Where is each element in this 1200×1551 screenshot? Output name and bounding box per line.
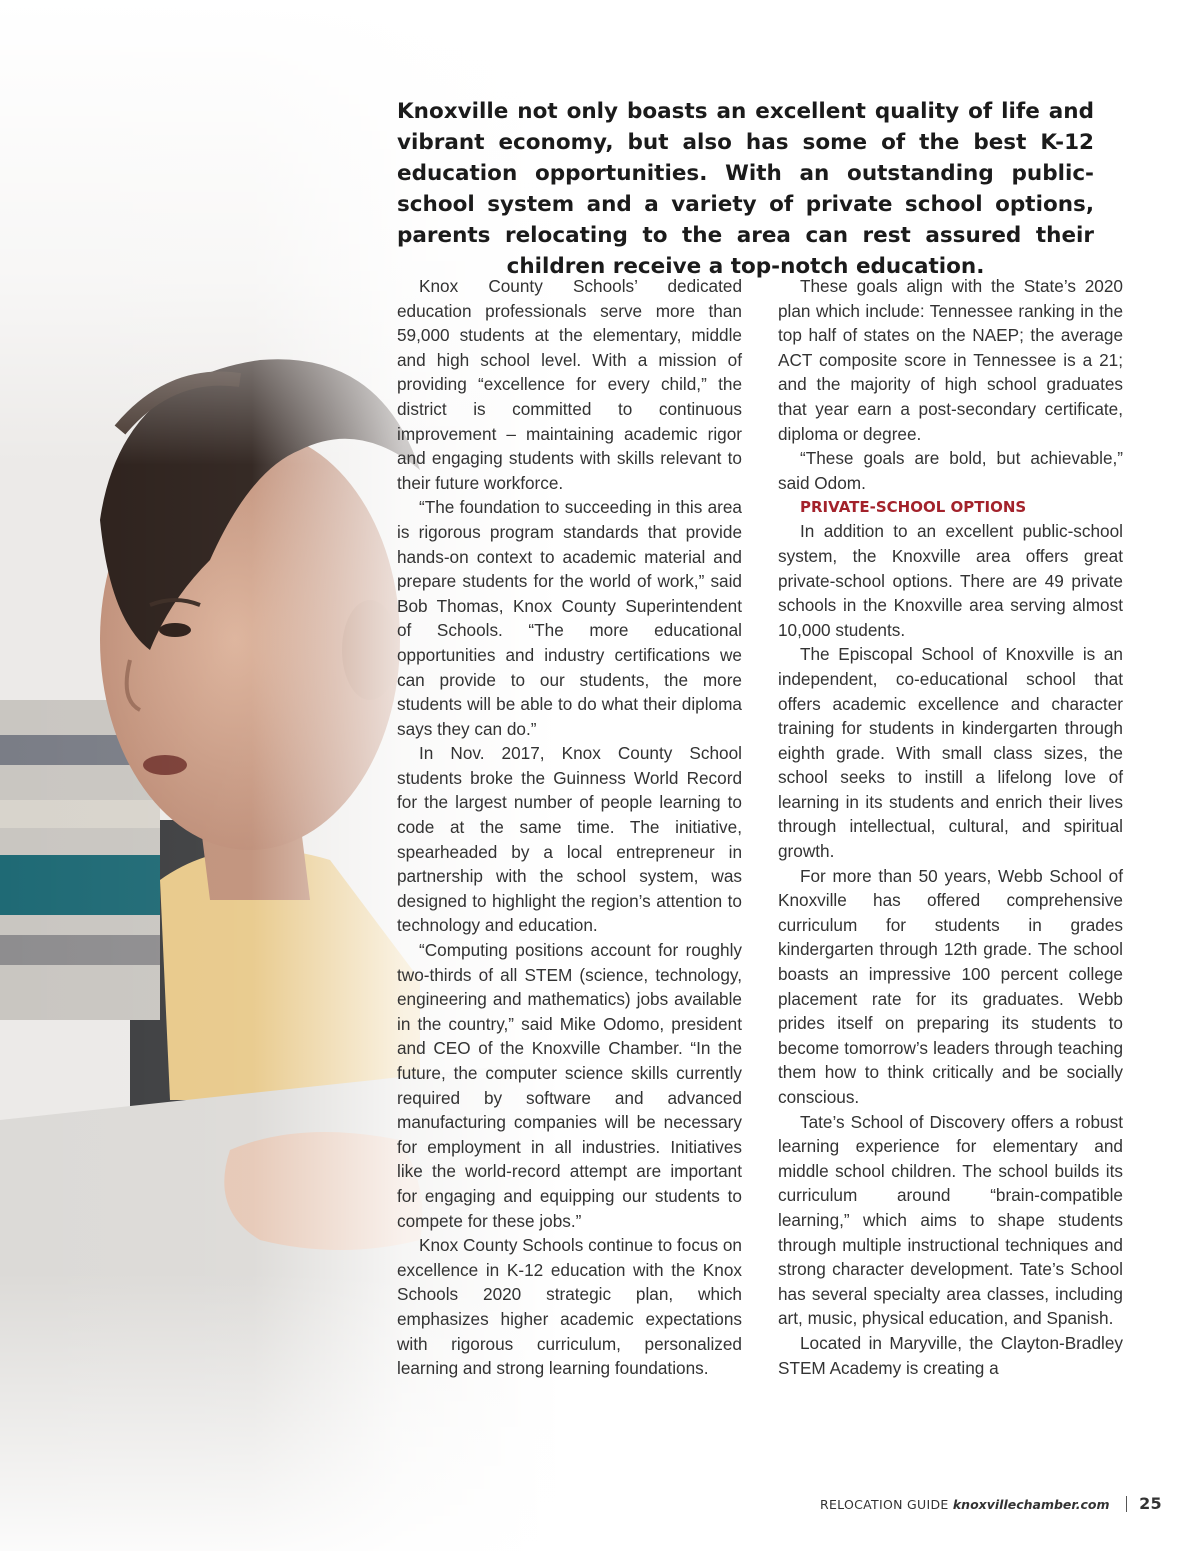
footer-label: RELOCATION GUIDE: [819, 1497, 949, 1512]
left-paragraph: “The foundation to succeeding in this area is rigorous program standards that provide hands-on context to academic material and prepare students for the world of work,” said Bob Thomas, Knox County Superintendent of Schools. “The more educational opportunities and industry certifications we can provide to our students, the more students will be able to do what their diploma says they can do.”: [397, 497, 742, 739]
intro-paragraph: Knoxville not only boasts an excellent quality of life and vibrant economy, but also has some of the best K-12 education opportunities. With an outstanding public-school system and a variety of private school options, parents relocating to the area can rest assured their children receive a top-notch education.: [397, 99, 1094, 279]
footer-website-link[interactable]: knoxvillechamber.com: [952, 1497, 1110, 1512]
left-paragraph: In Nov. 2017, Knox County School students broke the Guinness World Record for the largest number of people learning to code at the same time. The initiative, spearheaded by a local entrepreneur in partnership with the school system, was designed to highlight the region’s attention to technology and education.: [397, 743, 742, 936]
right-paragraph: In addition to an excellent public-school system, the Knoxville area offers great private-school options. There are 49 private schools in the Knoxville area serving almost 10,000 students.: [778, 521, 1123, 640]
left-paragraph: “Computing positions account for roughly two-thirds of all STEM (science, technology, engineering and mathematics) jobs available in the country,” said Mike Odomo, president and CEO of the Knoxville Chamber. “In the future, the computer science skills currently required by software and advanced manufacturing companies will be necessary for employment in all industries. Initiatives like the world-record attempt are important for engaging and equipping our students to compete for these jobs.”: [397, 940, 742, 1231]
right-paragraph: “These goals are bold, but achievable,” said Odom.: [778, 448, 1123, 493]
right-paragraph: The Episcopal School of Knoxville is an independent, co-educational school that offers academic excellence and character training for students in kindergarten through eighth grade. With small class sizes, the school seeks to instill a lifelong love of learning in its students and enrich their lives through intellectual, cultural, and spiritual growth.: [778, 644, 1123, 862]
page-number: 25: [1139, 1494, 1162, 1513]
right-paragraph: Tate’s School of Discovery offers a robust learning experience for elementary and middle school children. The school builds its curriculum around “brain-compatible learning,” which aims to shape students through multiple instructional techniques and strong character development. Tate’s School has several specialty area classes, including art, music, physical education, and Spanish.: [778, 1111, 1123, 1329]
right-paragraph: For more than 50 years, Webb School of Knoxville has offered comprehensive curriculum for students in grades kindergarten through 12th grade. The school boasts an impressive 100 percent college placement rate for its graduates. Webb prides itself on preparing its students to become tomorrow’s leaders through teaching them how to think critically and be socially conscious.: [778, 865, 1123, 1107]
left-paragraph: Knox County Schools’ dedicated education professionals serve more than 59,000 students at the elementary, middle and high school level. With a mission of providing “excellence for every child,” the district is committed to continuous improvement – maintaining academic rigor and engaging students with skills relevant to their future workforce.: [397, 276, 742, 493]
footer-divider: [1126, 1496, 1127, 1512]
right-paragraph: Located in Maryville, the Clayton-Bradley STEM Academy is creating a: [778, 1332, 1123, 1378]
section-heading-private-schools: PRIVATE-SCHOOL OPTIONS: [800, 498, 1027, 517]
right-column: [778, 274, 1123, 1380]
left-paragraph: Knox County Schools continue to focus on excellence in K-12 education with the Knox Schools 2020 strategic plan, which emphasizes higher academic expectations with rigorous curriculum, personalized learning and strong learning foundations.: [397, 1235, 742, 1379]
page-footer: [820, 1494, 1162, 1513]
right-paragraph: These goals align with the State’s 2020 plan which include: Tennessee ranking in the top half of states on the NAEP; the average ACT composite score in Tennessee is a 21; and the majority of high school graduates that year earn a post-secondary certificate, diploma or degree.: [778, 276, 1123, 444]
left-column: [397, 274, 742, 1381]
